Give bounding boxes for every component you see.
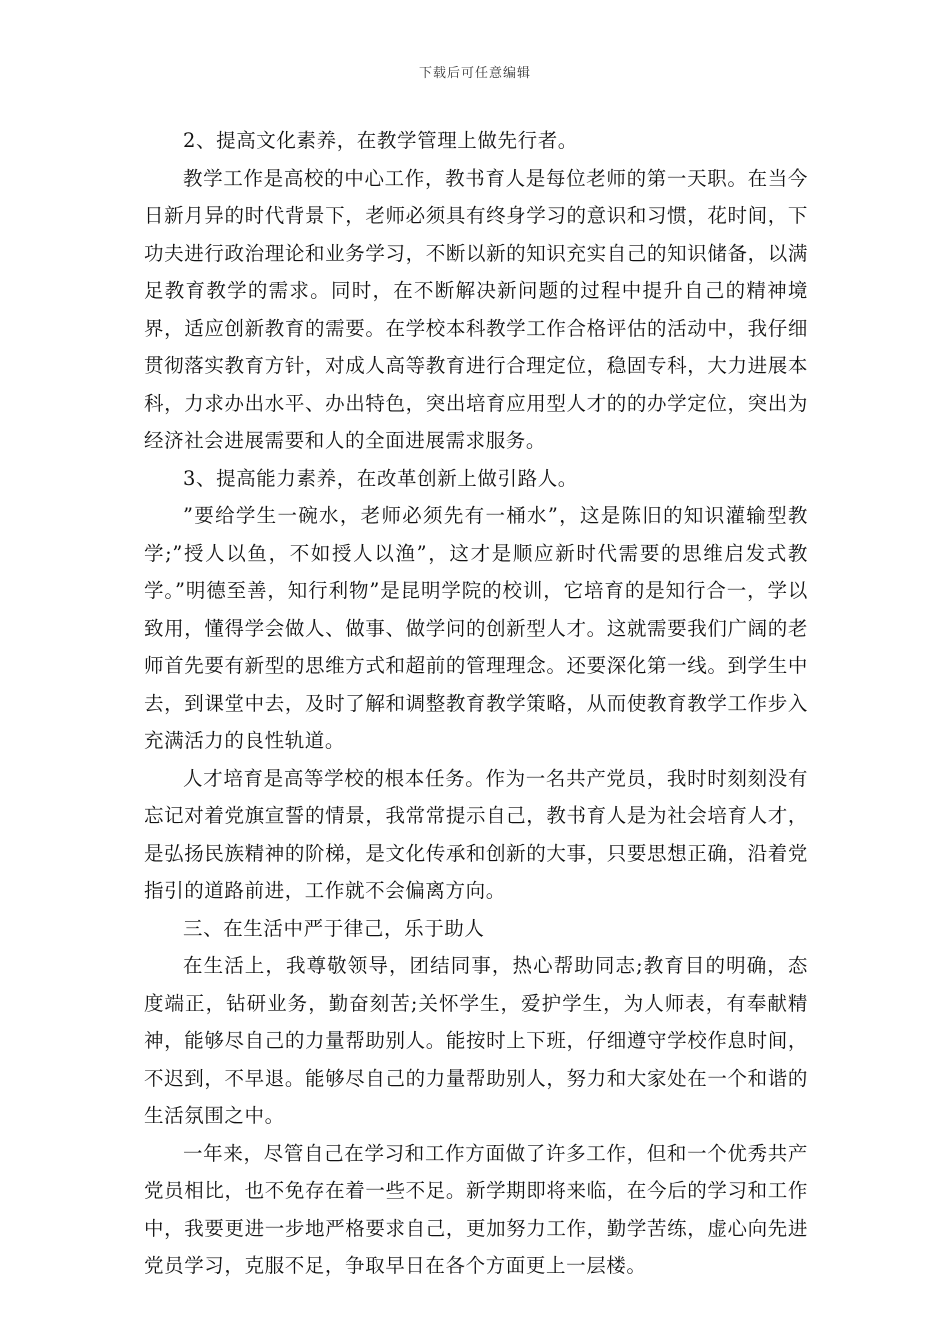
paragraph-teaching: 教学工作是高校的中心工作，教书育人是每位老师的第一天职。在当今日新月异的时代背景下，老师必须具有终身学习的意识和习惯，花时间，下功夫进行政治理论和业务学习，不断以新的知识充实自己的知识储备，以满足教育教学的需求。同时，在不断解决新问题的过程中提升自己的精神境界，适应创新教育的需要。在学校本科教学工作合格评估的活动中，我仔细贯彻落实教育方针，对成人高等教育进行合理定位，稳固专科，大力进展本科，力求办出水平、办出特色，突出培育应用型人才的的办学定位，突出为经济社会进展需要和人的全面进展需求服务。	[144, 166, 808, 452]
paragraph-talent: 人才培育是高等学校的根本任务。作为一名共产党员，我时时刻刻没有忘记对着党旗宣誓的情景，我常常提示自己，教书育人是为社会培育人才，是弘扬民族精神的阶梯，是文化传承和创新的大事，只要思想正确，沿着党指引的道路前进，工作就不会偏离方向。	[144, 766, 808, 902]
document-body	[144, 122, 808, 1285]
section-heading-life: 三、在生活中严于律己，乐于助人	[183, 916, 485, 940]
paragraph-innovation: ”要给学生一碗水，老师必须先有一桶水”，这是陈旧的知识灌输型教学;”授人以鱼，不如授人以渔”，这才是顺应新时代需要的思维启发式教学。”明德至善，知行利物”是昆明学院的校训，它培育的是知行合一，学以致用，懂得学会做人、做事、做学问的创新型人才。这就需要我们广阔的老师首先要有新型的思维方式和超前的管理理念。还要深化第一线。到学生中去，到课堂中去，及时了解和调整教育教学策略，从而使教育教学工作步入充满活力的良性轨道。	[144, 504, 808, 752]
section-heading-3: 3、提高能力素养，在改革创新上做引路人。	[183, 466, 578, 490]
page-header: 下载后可任意编辑	[418, 66, 531, 81]
paragraph-summary: 一年来，尽管自己在学习和工作方面做了许多工作，但和一个优秀共产党员相比，也不免存在着一些不足。新学期即将来临，在今后的学习和工作中，我要更进一步地严格要求自己，更加努力工作，勤学苦练，虚心向先进党员学习，克服不足，争取早日在各个方面更上一层楼。	[144, 1141, 808, 1277]
section-heading-2: 2、提高文化素养，在教学管理上做先行者。	[183, 129, 578, 152]
paragraph-life: 在生活上，我尊敬领导，团结同事，热心帮助同志;教育目的明确，态度端正，钻研业务，勤奋刻苦;关怀学生，爱护学生，为人师表，有奉献精神，能够尽自己的力量帮助别人。能按时上下班，仔细遵守学校作息时间，不迟到，不早退。能够尽自己的力量帮助别人，努力和大家处在一个和谐的生活氛围之中。	[144, 954, 808, 1127]
